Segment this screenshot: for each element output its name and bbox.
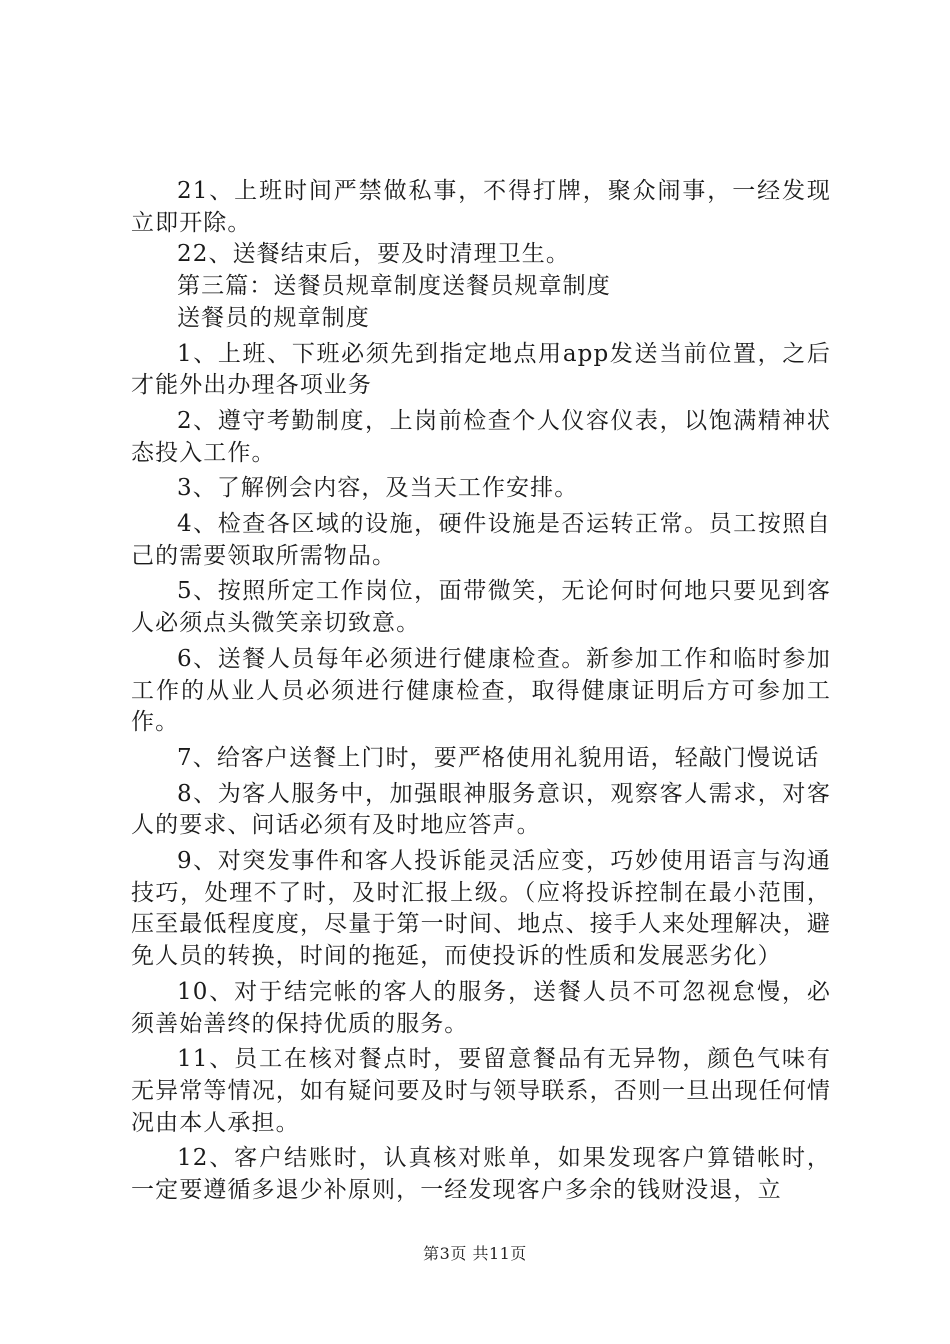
paragraph-rule-21: 21、上班时间严禁做私事，不得打牌，聚众闹事，一经发现立即开除。 — [131, 178, 831, 236]
section-subtitle: 送餐员的规章制度 — [177, 304, 370, 331]
paragraph-rule-6: 6、送餐人员每年必须进行健康检查。新参加工作和临时参加工作的从业人员必须进行健康检查，取得健康证明后方可参加工作。 — [131, 645, 831, 736]
section-title: 第三篇：送餐员规章制度送餐员规章制度 — [177, 273, 611, 300]
paragraph-rule-11: 11、员工在核对餐点时，要留意餐品有无异物，颜色气味有无异常等情况，如有疑问要及时与领导联系，否则一旦出现任何情况由本人承担。 — [131, 1046, 831, 1136]
paragraph-rule-2: 2、遵守考勤制度，上岗前检查个人仪容仪表，以饱满精神状态投入工作。 — [131, 407, 831, 466]
paragraph-rule-22: 22、送餐结束后，要及时清理卫生。 — [177, 241, 570, 268]
paragraph-rule-10: 10、对于结完帐的客人的服务，送餐人员不可忽视怠慢，必须善始善终的保持优质的服务。 — [131, 978, 831, 1037]
paragraph-rule-8: 8、为客人服务中，加强眼神服务意识，观察客人需求，对客人的要求、问话必须有及时地应答声。 — [131, 780, 831, 839]
paragraph-rule-4: 4、检查各区域的设施，硬件设施是否运转正常。员工按照自己的需要领取所需物品。 — [131, 511, 831, 569]
paragraph-rule-1: 1、上班、下班必须先到指定地点用app发送当前位置，之后才能外出办理各项业务 — [131, 340, 831, 399]
paragraph-rule-9: 9、对突发事件和客人投诉能灵活应变，巧妙使用语言与沟通技巧，处理不了时，及时汇报上级。（应将投诉控制在最小范围，压至最低程度度，尽量于第一时间、地点、接手人来处理解决，避免人员的转换，时间的拖延，而使投诉的性质和发展恶劣化） — [131, 848, 831, 970]
page-number-footer: 第3页 共11页 — [423, 1244, 527, 1263]
paragraph-rule-7: 7、给客户送餐上门时，要严格使用礼貌用语，轻敲门慢说话 — [177, 744, 820, 771]
paragraph-rule-12: 12、客户结账时，认真核对账单，如果发现客户算错帐时，一定要遵循多退少补原则，一经发现客户多余的钱财没退，立 — [131, 1145, 831, 1204]
paragraph-rule-5: 5、按照所定工作岗位，面带微笑，无论何时何地只要见到客人必须点头微笑亲切致意。 — [131, 578, 831, 637]
paragraph-rule-3: 3、了解例会内容，及当天工作安排。 — [177, 475, 579, 502]
document-body — [131, 176, 831, 1207]
